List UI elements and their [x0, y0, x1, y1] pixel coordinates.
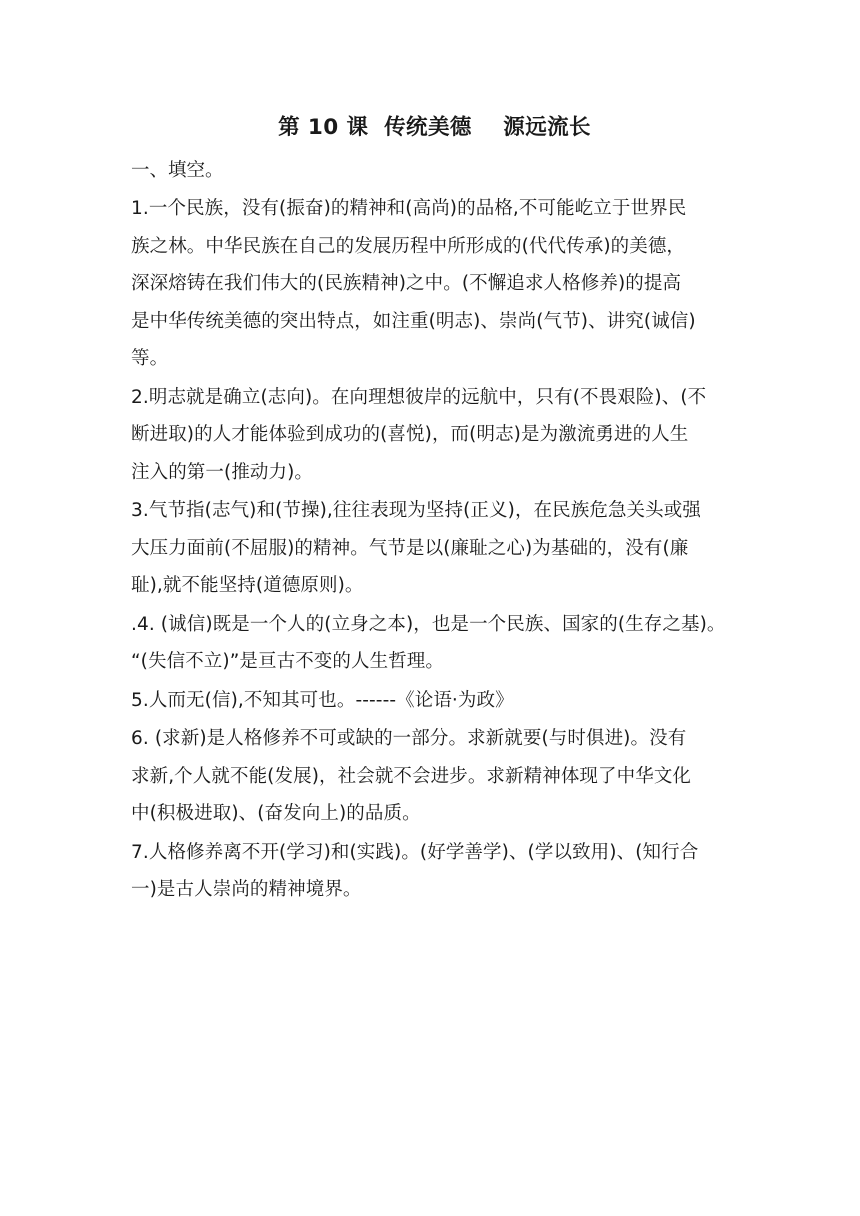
section-heading: 一、填空。	[131, 160, 224, 181]
page-title: 第 10 课 传统美德 源远流长	[278, 115, 591, 140]
paragraph-line: 等。	[131, 348, 169, 369]
paragraph-line: 中(积极进取)、(奋发向上)的品质。	[131, 803, 421, 824]
paragraph-item-2	[131, 379, 732, 492]
paragraph-line: 7.人格修养离不开(学习)和(实践)。(好学善学)、(学以致用)、(知行合	[131, 841, 699, 863]
paragraph-line: 一)是古人崇尚的精神境界。	[131, 879, 362, 900]
paragraph-line: “(失信不立)”是亘古不变的人生哲理。	[131, 651, 445, 672]
paragraph-line: 5.人而无(信),不知其可也。------《论语·为政》	[131, 689, 514, 711]
paragraph-line: 断进取)的人才能体验到成功的(喜悦)，而(明志)是为激流勇进的人生	[131, 424, 689, 445]
paragraph-item-7	[131, 834, 732, 909]
paragraph-line: 2.明志就是确立(志向)。在向理想彼岸的远航中，只有(不畏艰险)、(不	[131, 386, 707, 408]
paragraph-line: 耻),就不能坚持(道德原则)。	[131, 575, 364, 596]
paragraph-line: 是中华传统美德的突出特点，如注重(明志)、崇尚(气节)、讲究(诚信)	[131, 310, 696, 332]
paragraph-item-3	[131, 492, 732, 605]
paragraph-item-6	[131, 720, 732, 833]
paragraph-line: 深深熔铸在我们伟大的(民族精神)之中。(不懈追求人格修养)的提高	[131, 273, 682, 294]
paragraph-line: 族之林。中华民族在自己的发展历程中所形成的(代代传承)的美德，	[131, 235, 686, 257]
paragraph-line: 3.气节指(志气)和(节操),往往表现为坚持(正义)，在民族危急关头或强	[131, 500, 701, 521]
paragraph-line: 注入的第一(推动力)。	[131, 461, 314, 483]
paragraph-line: 求新,个人就不能(发展)，社会就不会进步。求新精神体现了中华文化	[131, 765, 692, 787]
paragraph-item-5	[131, 682, 732, 720]
paragraph-list	[131, 190, 732, 909]
paragraph-line: 大压力面前(不屈服)的精神。气节是以(廉耻之心)为基础的，没有(廉	[131, 537, 689, 559]
paragraph-line: .4. (诚信)既是一个人的(立身之本)，也是一个民族、国家的(生存之基)。	[131, 613, 726, 635]
paragraph-line: 1.一个民族，没有(振奋)的精神和(高尚)的品格,不可能屹立于世界民	[131, 198, 687, 219]
paragraph-line: 6. (求新)是人格修养不可或缺的一部分。求新就要(与时俱进)。没有	[131, 728, 687, 749]
paragraph-item-1	[131, 190, 732, 378]
paragraph-item-4	[131, 606, 732, 681]
